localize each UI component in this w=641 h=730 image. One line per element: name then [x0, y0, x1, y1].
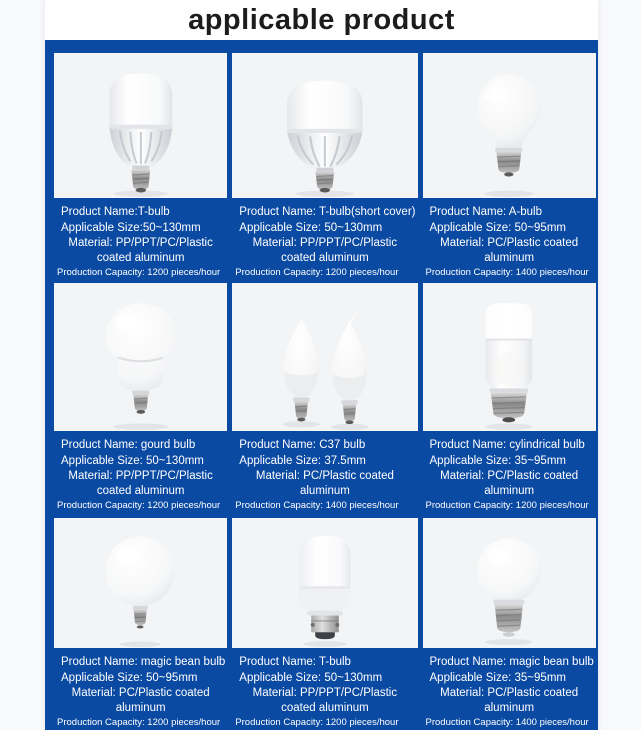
t-bulb-b22-icon — [266, 530, 384, 648]
section-header — [45, 0, 598, 40]
product-material-line1: Material: PP/PPT/PC/Plastic — [252, 687, 398, 699]
product-size: Applicable Size: 50~95mm — [429, 222, 566, 234]
product-material-line2: coated aluminum — [281, 251, 369, 264]
product-info — [54, 431, 227, 513]
product-material-line2: aluminum — [115, 701, 166, 714]
product-name: Product Name: cylindrical bulb — [429, 439, 585, 451]
product-info — [423, 431, 596, 513]
product-info — [232, 431, 417, 513]
mini-globe-bulb-icon — [438, 530, 580, 648]
product-material — [425, 469, 594, 498]
product-size: Applicable Size: 35~95mm — [429, 672, 566, 684]
product-card — [232, 283, 417, 513]
t-bulb-image — [54, 53, 227, 198]
product-capacity: Production Capacity: 1200 pieces/hour — [57, 267, 221, 278]
product-material — [56, 236, 225, 265]
gourd-bulb-icon — [77, 297, 205, 431]
product-capacity: Production Capacity: 1200 pieces/hour — [57, 500, 221, 511]
product-material-line1: Material: PC/Plastic coated — [440, 237, 579, 249]
product-material — [425, 686, 594, 715]
product-grid — [54, 53, 594, 730]
globe-bulb-icon — [84, 530, 196, 648]
product-material-line2: aluminum — [484, 484, 535, 497]
a-bulb-icon — [446, 66, 572, 198]
product-size: Applicable Size: 50~130mm — [239, 222, 383, 234]
product-material-line2: coated aluminum — [96, 484, 185, 497]
a-bulb-image — [423, 53, 596, 198]
t-bulb-short-image — [232, 53, 417, 198]
product-card — [54, 283, 227, 513]
product-card — [54, 53, 227, 278]
product-name: Product Name:T-bulb — [61, 206, 170, 218]
product-material-line1: Material: PC/Plastic coated — [255, 470, 394, 482]
product-size: Applicable Size: 50~95mm — [61, 672, 198, 684]
product-name: Product Name: T-bulb — [239, 656, 351, 668]
product-size: Applicable Size:50~130mm — [61, 222, 201, 234]
product-size: Applicable Size: 50~130mm — [239, 672, 383, 684]
product-capacity: Production Capacity: 1200 pieces/hour — [235, 717, 399, 728]
product-info — [232, 648, 417, 730]
product-capacity: Production Capacity: 1400 pieces/hour — [425, 717, 589, 728]
product-material-line1: Material: PC/Plastic coated — [440, 687, 579, 699]
product-material-line2: coated aluminum — [96, 251, 185, 264]
product-material — [234, 236, 415, 265]
product-name: Product Name: A-bulb — [429, 206, 543, 218]
product-material — [234, 469, 415, 498]
product-capacity: Production Capacity: 1200 pieces/hour — [57, 717, 221, 728]
product-info — [54, 648, 227, 730]
product-material-line1: Material: PC/Plastic coated — [440, 470, 579, 482]
t-bulb-short-icon — [262, 66, 388, 198]
product-capacity: Production Capacity: 1400 pieces/hour — [235, 500, 399, 511]
t-bulb-icon — [78, 66, 204, 198]
product-material-line1: Material: PP/PPT/PC/Plastic — [68, 470, 213, 482]
product-name: Product Name: magic bean bulb — [61, 656, 226, 668]
product-name: Product Name: magic bean bulb — [429, 656, 594, 668]
content-band — [45, 0, 598, 730]
cylindrical-bulb-icon — [445, 297, 573, 431]
product-capacity: Production Capacity: 1200 pieces/hour — [235, 267, 399, 278]
c37-bulb-image — [232, 283, 417, 431]
product-material-line1: Material: PP/PPT/PC/Plastic — [68, 237, 213, 249]
globe-bulb-image — [54, 518, 227, 648]
mini-globe-bulb-image — [423, 518, 596, 648]
product-material-line2: aluminum — [299, 484, 350, 497]
product-material-line1: Material: PP/PPT/PC/Plastic — [252, 237, 398, 249]
cylindrical-bulb-image — [423, 283, 596, 431]
product-material — [56, 686, 225, 715]
product-card — [232, 53, 417, 278]
product-size: Applicable Size: 37.5mm — [239, 455, 366, 467]
product-size: Applicable Size: 35~95mm — [429, 455, 566, 467]
product-material-line2: aluminum — [484, 701, 535, 714]
product-material-line2: coated aluminum — [281, 701, 369, 714]
product-card — [232, 518, 417, 730]
product-card — [423, 518, 596, 730]
product-name: Product Name: T-bulb(short cover) — [239, 206, 416, 218]
product-capacity: Production Capacity: 1200 pieces/hour — [425, 500, 589, 511]
product-material — [425, 236, 594, 265]
product-name: Product Name: gourd bulb — [61, 439, 196, 451]
product-material-line2: aluminum — [484, 251, 535, 264]
product-card — [423, 53, 596, 278]
product-material-line1: Material: PC/Plastic coated — [71, 687, 210, 699]
page-title: applicable product — [188, 3, 455, 36]
product-info — [423, 198, 596, 278]
c37-bulb-icon — [245, 297, 406, 431]
product-card — [423, 283, 596, 513]
t-bulb-b22-image — [232, 518, 417, 648]
product-section — [45, 40, 598, 730]
product-material — [56, 469, 225, 498]
product-material — [234, 686, 415, 715]
product-capacity: Production Capacity: 1400 pieces/hour — [425, 267, 589, 278]
product-size: Applicable Size: 50~130mm — [61, 455, 204, 467]
product-info — [423, 648, 596, 730]
gourd-bulb-image — [54, 283, 227, 431]
product-info — [54, 198, 227, 278]
product-info — [232, 198, 417, 278]
product-card — [54, 518, 227, 730]
product-name: Product Name: C37 bulb — [239, 439, 366, 451]
